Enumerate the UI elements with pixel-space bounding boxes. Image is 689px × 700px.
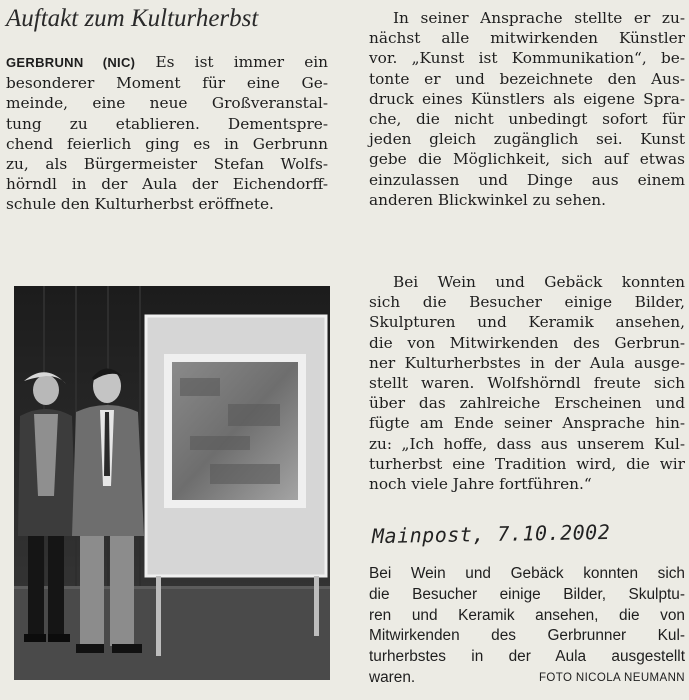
speech-line: In seiner Ansprache stellte er zu-: [393, 9, 685, 27]
speech-paragraph: [369, 8, 685, 210]
speech-line: tonte er und bezeichnete den Aus-: [369, 69, 685, 88]
intro-line: zu, als Bürgermeister Stefan Wolfs-: [6, 155, 328, 174]
event-photo: [14, 286, 330, 680]
reception-line: turherbst eine Tradition wird, die wir: [369, 454, 685, 473]
speech-line: anderen Blickwinkel zu sehen.: [369, 190, 606, 209]
speech-line: vor. „Kunst ist Kommunikation“, be-: [369, 49, 685, 68]
caption-line: Bei Wein und Gebäck konnten sich: [369, 565, 685, 582]
caption-line: turherbstes in der Aula ausgestellt: [369, 648, 685, 666]
caption-line: waren.: [369, 668, 416, 686]
intro-first-line: [6, 52, 328, 73]
reception-line: ner Kulturherbstes in der Aula ausge-: [369, 353, 685, 372]
intro-line: tung zu etablieren. Dementspre-: [6, 114, 328, 133]
caption-last-line: [369, 668, 685, 689]
handwritten-source-note: Mainpost, 7.10.2002: [371, 519, 611, 549]
speech-line: einzulassen und Dinge aus einem: [369, 170, 685, 189]
intro-line: chend feierlich ging es in Gerbrunn: [6, 134, 328, 153]
intro-line: hörndl in der Aula der Eichendorff-: [6, 175, 328, 194]
speech-line: gebe die Möglichkeit, sich auf etwas: [369, 150, 685, 169]
intro-line: schule den Kulturherbst eröffnete.: [6, 195, 274, 214]
intro-line: Es ist immer ein: [155, 53, 328, 71]
speech-line: che, die nicht unbedingt sofort für: [369, 110, 685, 129]
reception-line: Bei Wein und Gebäck konnten: [393, 273, 685, 291]
event-photo-image: [14, 286, 330, 680]
caption-line: ren und Keramik ansehen, die von: [369, 606, 685, 624]
reception-line: stellt waren. Wolfshörndl freute sich: [369, 374, 685, 393]
photo-caption: [369, 564, 685, 689]
headline: Auftakt zum Kulturherbst: [6, 5, 259, 32]
speech-line: jeden gleich zugänglich sei. Kunst: [369, 130, 685, 149]
intro-paragraph: [6, 52, 328, 215]
reception-paragraph: [369, 272, 685, 494]
reception-line: fügte am Ende seiner Ansprache hin-: [369, 414, 685, 433]
reception-line: noch viele Jahre fortführen.“: [369, 475, 592, 494]
intro-line: meinde, eine neue Großveranstal-: [6, 94, 328, 113]
reception-line: zu: „Ich hoffe, dass aus unserem Kul-: [369, 434, 685, 453]
speech-line: druck eines Künstlers als eigene Spra-: [369, 89, 685, 108]
dateline: GERBRUNN (NIC): [6, 55, 136, 70]
reception-line: Skulpturen und Keramik ansehen,: [369, 313, 685, 332]
photo-credit: FOTO NICOLA NEUMANN: [538, 671, 685, 684]
intro-line: besonderer Moment für eine Ge-: [6, 74, 328, 93]
reception-line: die von Mitwirkenden des Gerbrun-: [369, 333, 685, 352]
reception-line: über das zahlreiche Erscheinen und: [369, 394, 685, 413]
speech-line: nächst alle mitwirkenden Künstler: [369, 29, 685, 48]
caption-line: Mitwirkenden des Gerbrunner Kul-: [369, 627, 685, 645]
reception-line: sich die Besucher einige Bilder,: [369, 293, 685, 312]
caption-line: die Besucher einige Bilder, Skulptu-: [369, 585, 685, 603]
